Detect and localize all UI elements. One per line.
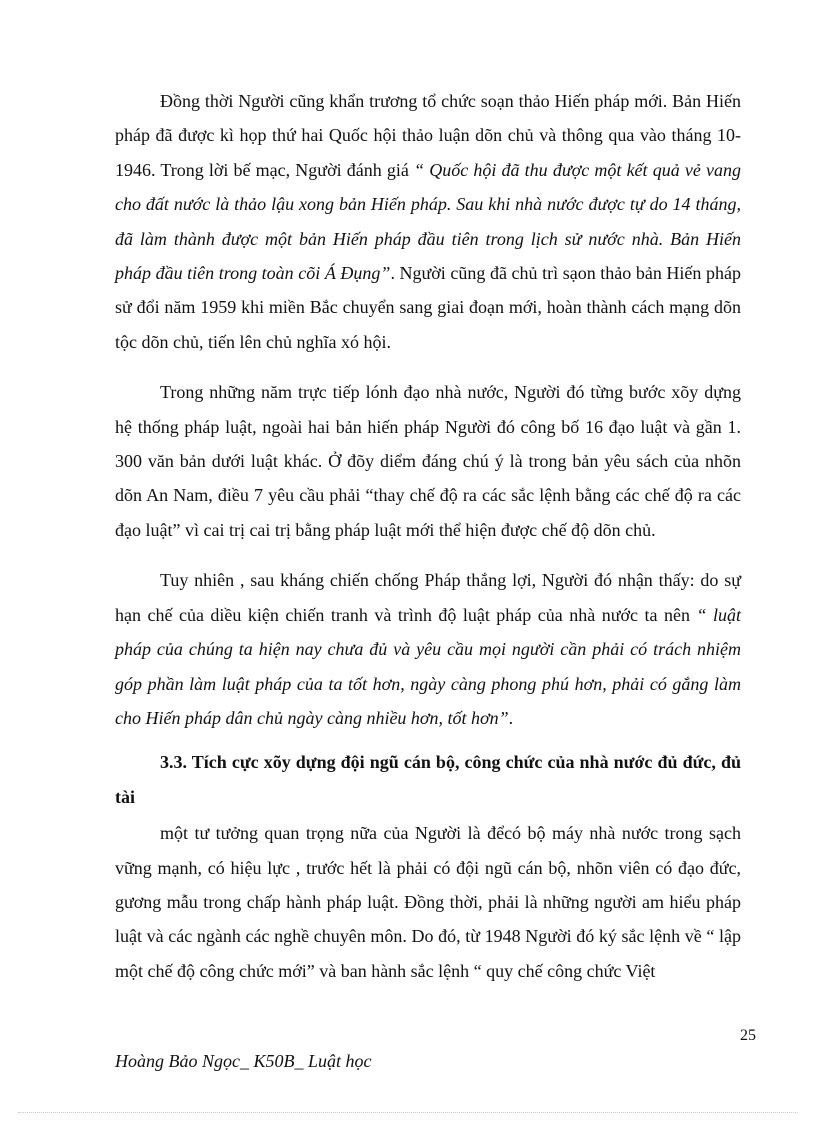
paragraph-civil-servants: một tư tưởng quan trọng nữa của Người là đểcó bộ máy nhà nước trong sạch vững mạnh, có hiệu lực , trước hết là phải có đội ngũ cán bộ, nhõn viên có đạo đức, gương mẫu trong chấp hành pháp luật. Đồng thời, phải là những người am hiểu pháp luật và các ngành các nghề chuyên môn. Do đó, từ 1948 Người đó ký sắc lệnh về “ lập một chế độ công chức mới” và ban hành sắc lệnh “ quy chế công chức Việt <box>115 823 741 981</box>
paragraph-text: Đồng thời Người cũng khẩn trương tổ chức soạn thảo Hiến pháp mới. Bản Hiến pháp đã được kì họp thứ hai Quốc hội thảo luận dõn chủ và thông qua vào tháng 10-1946. Trong lời bế mạc, Người đánh giá <box>115 91 741 180</box>
footer-author: Hoàng Bảo Ngọc_ K50B_ Luật học <box>115 1051 372 1071</box>
section-heading: 3.3. Tích cực xõy dựng đội ngũ cán bộ, công chức của nhà nước đủ đức, đủ tài <box>115 752 741 807</box>
paragraph-text: . <box>508 707 514 728</box>
paragraph-constitution <box>115 84 741 359</box>
paragraph-text: Tuy nhiên , sau kháng chiến chống Pháp thắng lợi, Người đó nhận thấy: do sự hạn chế của diều kiện chiến tranh và trình độ luật pháp của nhà nước ta nên <box>115 570 741 625</box>
paragraph-text: Trong những năm trực tiếp lónh đạo nhà nước, Người đó từng bước xõy dựng hệ thống pháp luật, ngoài hai bản hiến pháp Người đó công bố 16 đạo luật và gần 1. 300 văn bản dưới luật khác. Ở đõy diểm đáng chú ý là trong bản yêu sách của nhõn dõn An Nam, điều 7 yêu cầu phải “thay chế độ ra các sắc lệnh bằng các chế độ ra các đạo luật” vì cai trị cai trị bằng pháp luật mới thể hiện được chế độ dõn chủ. <box>115 382 741 540</box>
page-number: 25 <box>740 1027 756 1044</box>
quote-text: “ Quốc hội đã thu được một kết quả vẻ vang cho đất nước là thảo lậu xong bản Hiến pháp. Sau khi nhà nước được tự do 14 tháng, đã làm thành được một bản Hiến pháp đầu tiên trong lịch sử nước nhà. Bản Hiến pháp đầu tiên trong toàn cõi Á Đụng” <box>115 159 741 284</box>
body-text <box>115 84 741 1004</box>
footer-divider <box>18 1112 798 1113</box>
paragraph-after-war <box>115 563 741 735</box>
quote-text: “ luật pháp của chúng ta hiện nay chưa đủ và yêu cầu mọi người cần phải có trách nhiệm góp phần làm luật pháp của ta tốt hơn, ngày càng phong phú hơn, phải có gắng làm cho Hiến pháp dân chủ ngày càng nhiều hơn, tốt hơn” <box>115 604 741 728</box>
paragraph-text: . Người cũng đã chủ trì sạon thảo bản Hiến pháp sử đổi năm 1959 khi miền Bắc chuyển sang giai đoạn mới, hoàn thành cách mạng dõn tộc dõn chủ, tiến lên chủ nghĩa xó hội. <box>115 263 741 352</box>
paragraph-legal-system <box>115 375 741 547</box>
